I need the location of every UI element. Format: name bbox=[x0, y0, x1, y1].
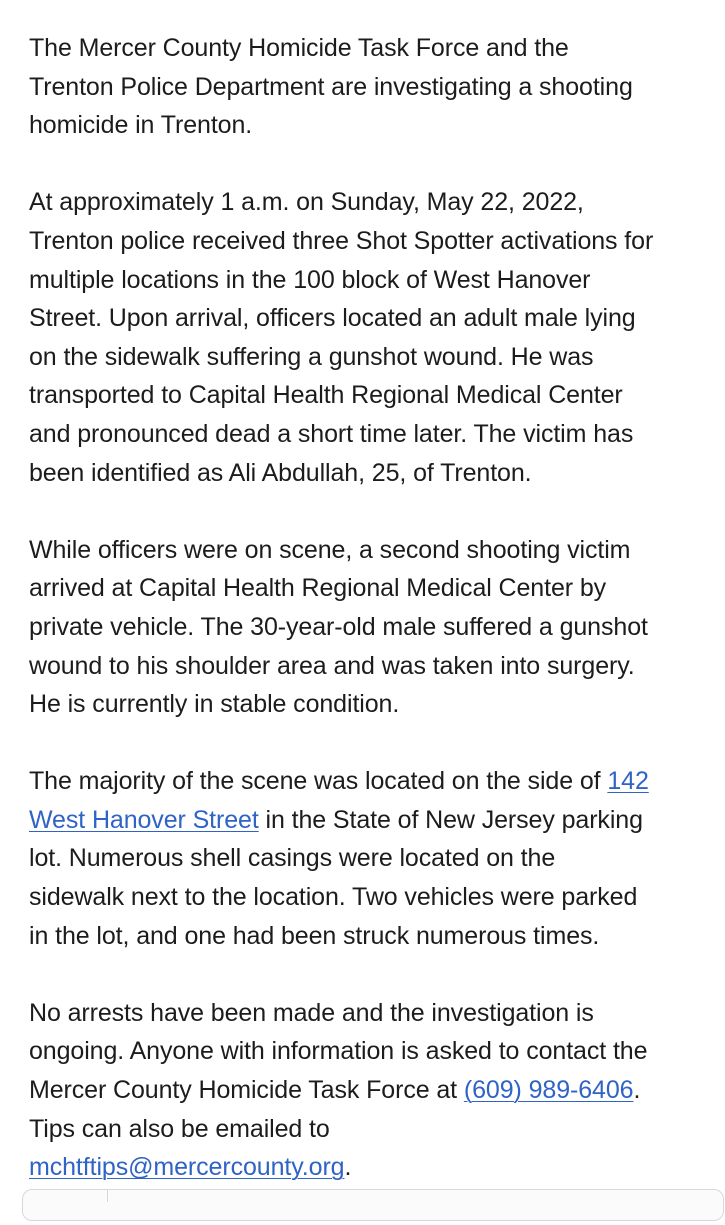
text-line bbox=[29, 801, 709, 840]
scene-text: in the State of New Jersey parking bbox=[258, 805, 643, 834]
text-line: At approximately 1 a.m. on Sunday, May 22, 2022, bbox=[29, 188, 584, 217]
phone-link[interactable]: (609) 989-6406 bbox=[463, 1076, 634, 1105]
text-line: arrived at Capital Health Regional Medical Center by bbox=[29, 574, 607, 603]
address-link[interactable]: West Hanover Street bbox=[29, 805, 259, 834]
period: . bbox=[344, 1153, 352, 1182]
address-link[interactable]: 142 bbox=[607, 767, 649, 796]
text-line: sidewalk next to the location. Two vehicles were parked bbox=[29, 883, 638, 912]
text-line: homicide in Trenton. bbox=[29, 111, 253, 140]
text-line: in the lot, and one had been struck numerous times. bbox=[29, 921, 600, 950]
toolbar-pill[interactable] bbox=[22, 1189, 724, 1221]
text-line: He is currently in stable condition. bbox=[29, 690, 400, 719]
contact-text: Mercer County Homicide Task Force at bbox=[29, 1076, 464, 1105]
paragraph-scene bbox=[29, 762, 709, 955]
article-body bbox=[29, 29, 709, 1225]
text-line: ongoing. Anyone with information is asked to contact the bbox=[29, 1037, 648, 1066]
text-line: The Mercer County Homicide Task Force and the bbox=[29, 34, 569, 62]
text-line: Trenton police received three Shot Spotter activations for bbox=[29, 226, 654, 255]
text-line: transported to Capital Health Regional Medical Center bbox=[29, 381, 623, 410]
paragraph-second-victim bbox=[29, 531, 709, 724]
text-line: multiple locations in the 100 block of West Hanover bbox=[29, 265, 591, 294]
text-line bbox=[29, 762, 709, 801]
text-line: lot. Numerous shell casings were located on the bbox=[29, 844, 556, 873]
text-line: Street. Upon arrival, officers located an adult male lying bbox=[29, 304, 636, 333]
scene-text: The majority of the scene was located on the side of bbox=[29, 767, 608, 796]
bottom-toolbar bbox=[0, 1185, 725, 1200]
text-line: wound to his shoulder area and was taken into surgery. bbox=[29, 651, 635, 680]
text-line: Trenton Police Department are investigating a shooting bbox=[29, 72, 633, 101]
text-line: and pronounced dead a short time later. The victim has bbox=[29, 419, 634, 448]
period: . bbox=[633, 1076, 641, 1105]
text-line bbox=[29, 1148, 709, 1187]
paragraph-contact bbox=[29, 994, 709, 1187]
text-line bbox=[29, 1071, 709, 1110]
paragraph-intro bbox=[29, 29, 709, 145]
text-line: been identified as Ali Abdullah, 25, of Trenton. bbox=[29, 458, 532, 487]
text-line: private vehicle. The 30-year-old male suffered a gunshot bbox=[29, 612, 648, 641]
text-line: While officers were on scene, a second shooting victim bbox=[29, 535, 631, 564]
email-link[interactable]: mchtftips@mercercounty.org bbox=[29, 1153, 345, 1182]
text-line: on the sidewalk suffering a gunshot wound. He was bbox=[29, 342, 594, 371]
paragraph-incident bbox=[29, 183, 709, 492]
toolbar-divider bbox=[107, 1190, 108, 1202]
text-line: Tips can also be emailed to bbox=[29, 1114, 330, 1143]
text-line: No arrests have been made and the investigation is bbox=[29, 998, 594, 1027]
